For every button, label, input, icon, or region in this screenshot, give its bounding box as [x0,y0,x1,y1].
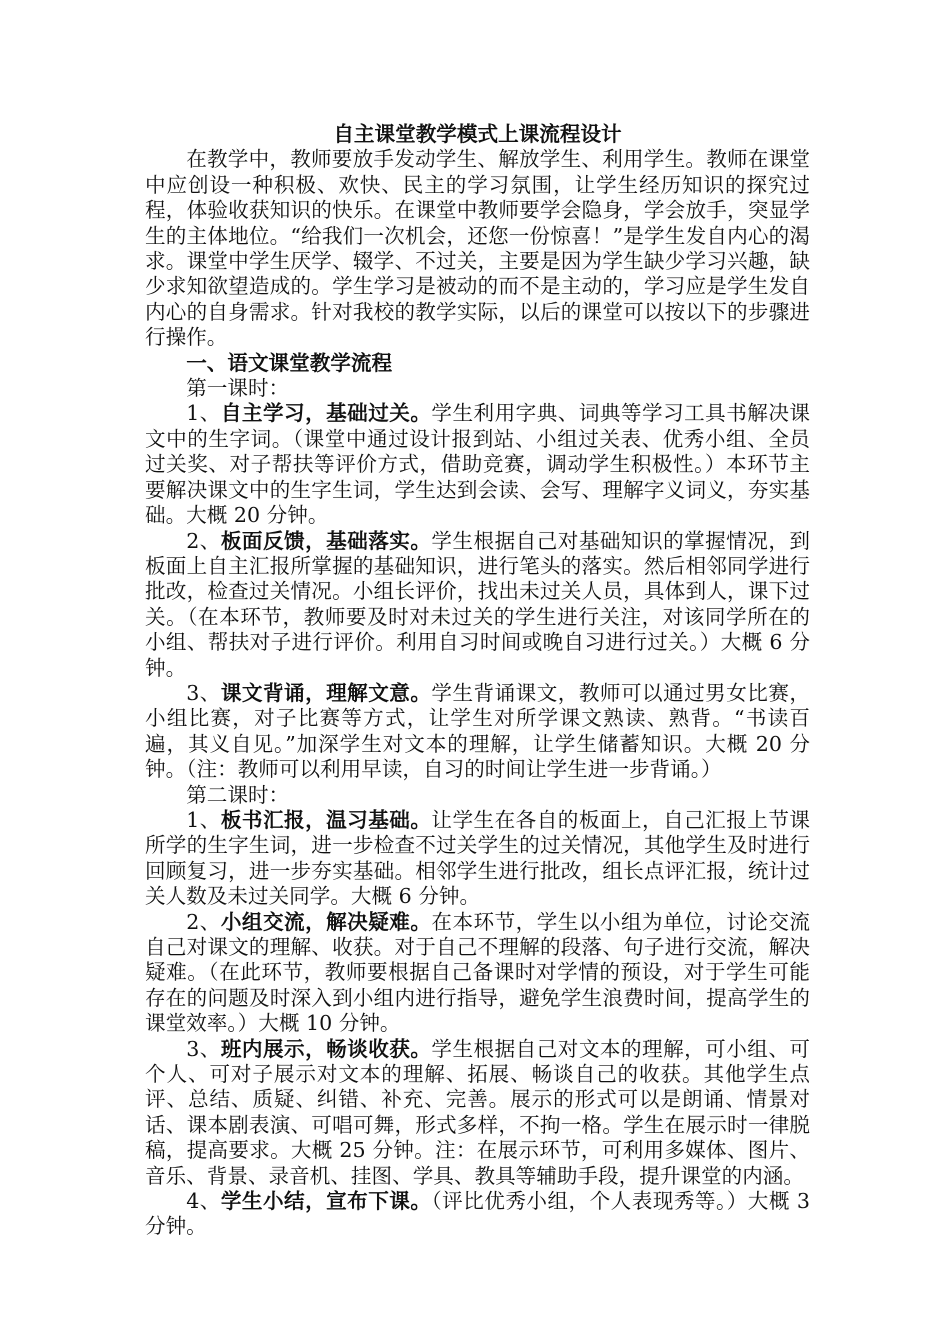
step-text: 学生根据自己对基础知识的掌握情况，到板面上自主汇报所掌握的基础知识，进行笔头的落实。然后相邻同学进行批改，检查过关情况。小组长评价，找出未过关人员，具体到人，课下过关。（在本环节，教师要及时对未过关的学生进行关注，对该同学所在的小组、帮扶对子进行评价。利用自习时间或晚自习进行过关。）大概 6 分钟。 [145,528,811,680]
step-number: 2、 [186,528,221,553]
lesson2-label: 第二课时： [186,782,290,807]
step-text: （评比优秀小组，个人表现秀等。）大概 3 分钟。 [145,1189,811,1239]
step-number: 1、 [186,807,221,832]
lesson2-step-3 [145,1037,810,1189]
step-number: 3、 [186,680,221,705]
lesson1-step-3 [145,681,810,783]
lesson2-step-1 [145,808,810,910]
intro-paragraph: 在教学中，教师要放手发动学生、解放学生、利用学生。教师在课堂中应创设一种积极、欢快、民主的学习氛围，让学生经历知识的探究过程，体验收获知识的快乐。在课堂中教师要学会隐身，学会放手，突显学生的主体地位。“给我们一次机会，还您一份惊喜！”是学生发自内心的渴求。课堂中学生厌学、辍学、不过关，主要是因为学生缺少学习兴趣，缺少求知欲望造成的。学生学习是被动的而不是主动的，学习应是学生发自内心的自身需求。针对我校的教学实际，以后的课堂可以按以下的步骤进行操作。 [145,147,810,350]
step-title: 板面反馈，基础落实。 [220,528,432,553]
step-number: 2、 [186,909,221,934]
step-text: 学生根据自己对文本的理解，可小组、可个人、可对子展示对文本的理解、拓展、畅谈自己的收获。其他学生点评、总结、质疑、纠错、补充、完善。展示的形式可以是朗诵、情景对话、课本剧表演、可唱可舞，形式多样，不拘一格。学生在展示时一律脱稿，提高要求。大概 25 分钟。注：在展示环节，可利用多媒体、图片、音乐、背景、录音机、挂图、学具、教具等辅助手段，提升课堂的内涵。 [145,1036,811,1188]
step-text: 学生利用字典、词典等学习工具书解决课文中的生字词。（课堂中通过设计报到站、小组过关表、优秀小组、全员过关奖、对子帮扶等评价方式，借助竞赛，调动学生积极性。）本环节主要解决课文中的生字生词，学生达到会读、会写、理解字义词义，夯实基础。大概 20 分钟。 [145,401,811,528]
document-page [145,122,810,1240]
lesson1-label: 第一课时： [186,376,290,401]
step-title: 小组交流，解决疑难。 [220,909,432,934]
lesson1-step-2 [145,529,810,681]
document-title: 自主课堂教学模式上课流程设计 [333,122,622,146]
step-text: 让学生在各自的板面上，自己汇报上节课所学的生字生词，进一步检查不过关学生的过关情况，其他学生及时进行回顾复习，进一步夯实基础。相邻学生进行批改，组长点评汇报，统计过关人数及未过关同学。大概 6 分钟。 [145,807,811,909]
section-heading-chinese: 一、语文课堂教学流程 [186,350,393,375]
step-title: 班内展示，畅谈收获。 [220,1036,432,1061]
step-number: 1、 [186,401,221,426]
step-number: 3、 [186,1036,221,1061]
step-title: 课文背诵，理解文意。 [220,680,432,705]
lesson2-step-4 [145,1189,810,1240]
step-title: 学生小结，宣布下课。 [220,1189,432,1214]
lesson2-step-2 [145,910,810,1037]
step-title: 板书汇报，温习基础。 [220,807,432,832]
step-text: 在本环节，学生以小组为单位，讨论交流自己对课文的理解、收获。对于自己不理解的段落、句子进行交流，解决疑难。（在此环节，教师要根据自己备课时对学情的预设，对于学生可能存在的问题及时深入到小组内进行指导，避免学生浪费时间，提高学生的课堂效率。）大概 10 分钟。 [145,909,811,1036]
step-title: 自主学习，基础过关。 [220,401,432,426]
lesson1-step-1 [145,401,810,528]
step-number: 4、 [186,1189,221,1214]
step-text: 学生背诵课文，教师可以通过男女比赛，小组比赛，对子比赛等方式，让学生对所学课文熟读、熟背。“书读百遍，其义自见。”加深学生对文本的理解，让学生储蓄知识。大概 20 分钟。（注：教师可以利用早读，自习的时间让学生进一步背诵。） [145,680,811,782]
